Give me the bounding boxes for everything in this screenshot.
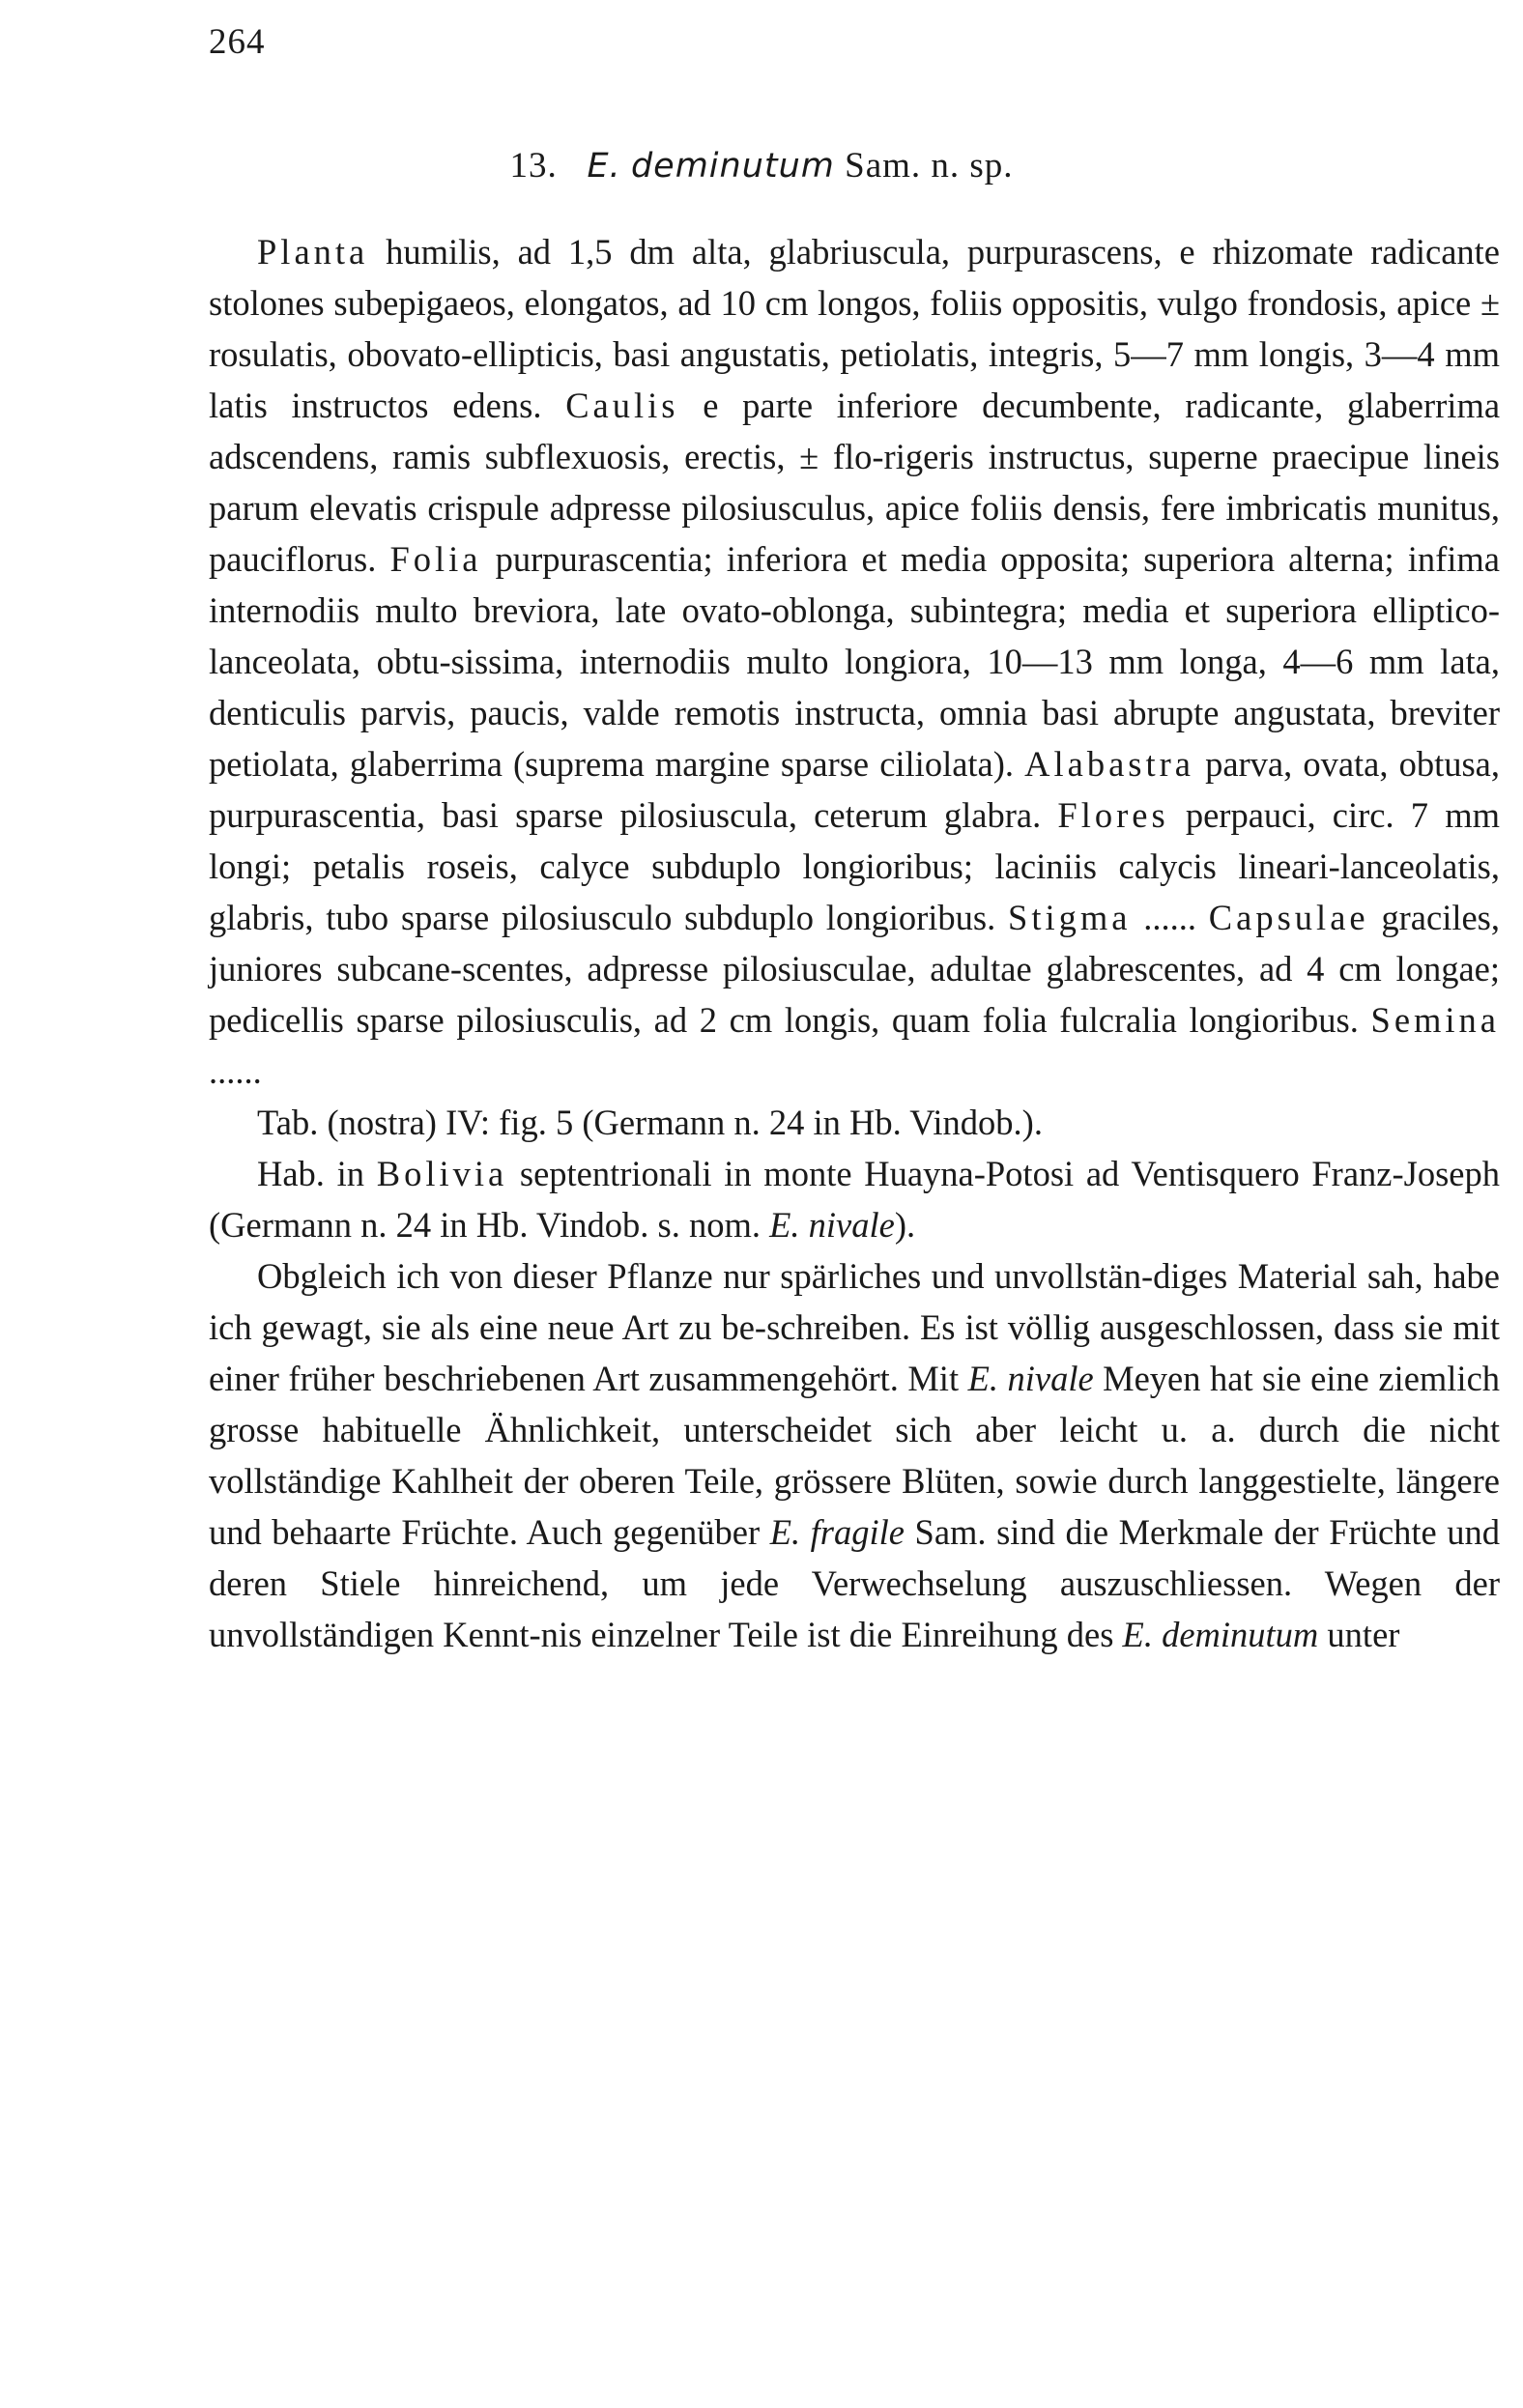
- species-number: 13.: [509, 146, 558, 186]
- semina-label: Semina: [1370, 1000, 1500, 1040]
- capsulae-text: graciles, juniores subcane-scentes, adpresse pilosiusculae, adultae glabrescentes, ad 4 cm longae; pedicellis sparse pilosiusculis, ad 2 cm longis, quam folia fulcralia longioribus.: [209, 898, 1501, 1040]
- tab-reference: Tab. (nostra) IV: fig. 5 (Germann n. 24 in Hb. Vindob.).: [257, 1103, 1043, 1142]
- semina-text: ......: [209, 1051, 262, 1091]
- folia-label: Folia: [389, 539, 482, 579]
- capsulae-label: Capsulae: [1208, 898, 1369, 937]
- species-genus: E.: [587, 147, 621, 186]
- habitat-end: ).: [894, 1205, 916, 1245]
- discussion-paragraph: [209, 1250, 1500, 1660]
- stigma-label: Stigma: [1008, 898, 1132, 937]
- caulis-text: e parte inferiore decumbente, radicante, glaberrima adscendens, ramis subflexuosis, erectis, ± flo-rigeris instructus, superne praecipue lineis parum elevatis crispule adpresse pilosiusculus, apice foliis densis, fere imbricatis munitus, pauciflorus.: [209, 386, 1501, 579]
- species-ref-nivale: E. nivale: [967, 1359, 1094, 1398]
- flores-label: Flores: [1057, 795, 1169, 835]
- body-text: [209, 226, 1500, 1660]
- habitat-synonym: E. nivale: [769, 1205, 895, 1245]
- caulis-label: Caulis: [565, 386, 679, 425]
- habitat-paragraph: [209, 1148, 1500, 1250]
- alabastra-text: parva, ovata, obtusa, purpurascentia, basi sparse pilosiuscula, ceterum glabra.: [209, 744, 1500, 835]
- habitat-label: Hab.: [257, 1154, 325, 1193]
- page-number: 264: [209, 22, 266, 62]
- description-paragraph: [209, 226, 1500, 1097]
- flores-text: perpauci, circ. 7 mm longi; petalis roseis, calyce subduplo longioribus; laciniis calycis lineari-lanceolatis, glabris, tubo sparse pilosiusculo subduplo longioribus.: [209, 795, 1501, 937]
- alabastra-label: Alabastra: [1024, 744, 1194, 784]
- species-author: Sam. n. sp.: [845, 146, 1014, 186]
- habitat-region: Bolivia: [376, 1154, 508, 1193]
- discussion-part-4: unter: [1327, 1615, 1400, 1654]
- discussion-part-1: Obgleich ich von dieser Pflanze nur spärliches und unvollstän-diges Material sah, habe ich gewagt, sie als eine neue Art zu be-schreiben. Es ist völlig ausgeschlossen, dass sie mit einer früher beschriebenen Art zusammengehört. Mit: [209, 1256, 1500, 1398]
- discussion-part-2: Meyen hat sie eine ziemlich grosse habituelle Ähnlichkeit, unterscheidet sich aber leicht u. a. durch die nicht vollständige Kahlheit der oberen Teile, grössere Blüten, sowie durch langgestielte, längere und behaarte Früchte. Auch gegenüber: [209, 1359, 1501, 1552]
- species-epithet: deminutum: [630, 147, 835, 186]
- planta-text: humilis, ad 1,5 dm alta, glabriuscula, purpurascens, e rhizomate radicante stolones subepigaeos, elongatos, ad 10 cm longos, foliis oppositis, vulgo frondosis, apice ± rosulatis, obovato-ellipticis, basi angustatis, petiolatis, integris, 5—7 mm longis, 3—4 mm latis instructos edens.: [209, 232, 1500, 425]
- species-ref-deminutum: E. deminutum: [1122, 1615, 1319, 1654]
- habitat-in: in: [336, 1154, 365, 1193]
- discussion-part-3: Sam. sind die Merkmale der Früchte und deren Stiele hinreichend, um jede Verwechselung auszuschliessen. Wegen der unvollständigen Kennt-nis einzelner Teile ist die Einreihung des: [209, 1512, 1501, 1654]
- species-heading: [0, 145, 1523, 186]
- habitat-text: septentrionali in monte Huayna-Potosi ad Ventisquero Franz-Joseph (Germann n. 24 in Hb. Vindob. s. nom.: [209, 1154, 1500, 1245]
- stigma-text: ......: [1143, 898, 1196, 937]
- planta-label: Planta: [257, 232, 369, 272]
- folia-text: purpurascentia; inferiora et media opposita; superiora alterna; infima internodiis multo breviora, late ovato-oblonga, subintegra; media et superiora elliptico-lanceolata, obtu-sissima, internodiis multo longiora, 10—13 mm longa, 4—6 mm lata, denticulis parvis, paucis, valde remotis instructa, omnia basi abrupte angustata, breviter petiolata, glaberrima (suprema margine sparse ciliolata).: [209, 539, 1500, 784]
- species-ref-fragile: E. fragile: [769, 1512, 905, 1552]
